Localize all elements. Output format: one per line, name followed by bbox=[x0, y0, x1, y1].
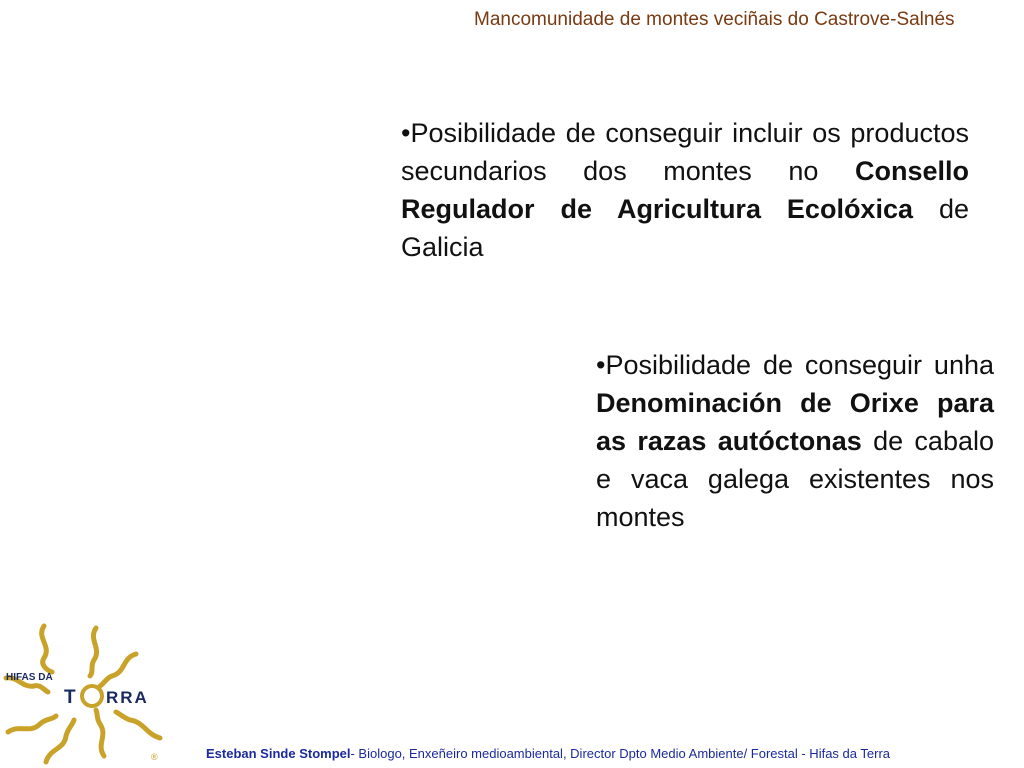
bullet-2-tail: de cabalo e vaca galega existentes nos montes bbox=[596, 426, 994, 532]
bullet-consello-regulador bbox=[401, 114, 969, 266]
footer-author: Esteban Sinde Stompel bbox=[206, 746, 351, 761]
logo-rra: RRA bbox=[106, 688, 149, 707]
footer-description: - Biologo, Enxeñeiro medioambiental, Director Dpto Medio Ambiente/ Forestal - Hifas da Terra bbox=[350, 746, 890, 761]
registered-mark: ® bbox=[151, 752, 158, 762]
sun-ray-5 bbox=[8, 716, 56, 732]
sun-ray-1 bbox=[42, 626, 52, 672]
bullet-2-emphasis: Denominación de Orixe para as razas autóctonas bbox=[596, 388, 994, 456]
sun-ray-6 bbox=[46, 720, 74, 762]
bullet-1-emphasis: Consello Regulador de Agricultura Ecolóxica bbox=[401, 156, 969, 224]
sun-ray-8 bbox=[116, 712, 160, 738]
bullet-2-lead: •Posibilidade de conseguir unha bbox=[596, 350, 994, 380]
footer-credit bbox=[206, 746, 1006, 762]
logo-line1: HIFAS DA bbox=[6, 672, 53, 683]
sun-ray-2 bbox=[90, 628, 97, 676]
bullet-1-lead: •Posibilidade de conseguir incluir os productos secundarios dos montes no bbox=[401, 118, 969, 186]
sun-ray-3 bbox=[100, 654, 136, 686]
sun-ray-7 bbox=[96, 710, 104, 756]
sun-logo-icon bbox=[0, 620, 168, 768]
logo-t: T bbox=[64, 687, 76, 708]
bullet-denominacion-orixe bbox=[596, 346, 994, 536]
logo-ring-icon bbox=[82, 686, 102, 706]
header-title: Mancomunidade de montes veciñais do Castrove-Salnés bbox=[474, 9, 955, 30]
hifas-da-terra-logo bbox=[0, 620, 168, 768]
bullet-1-tail: de Galicia bbox=[401, 194, 969, 262]
